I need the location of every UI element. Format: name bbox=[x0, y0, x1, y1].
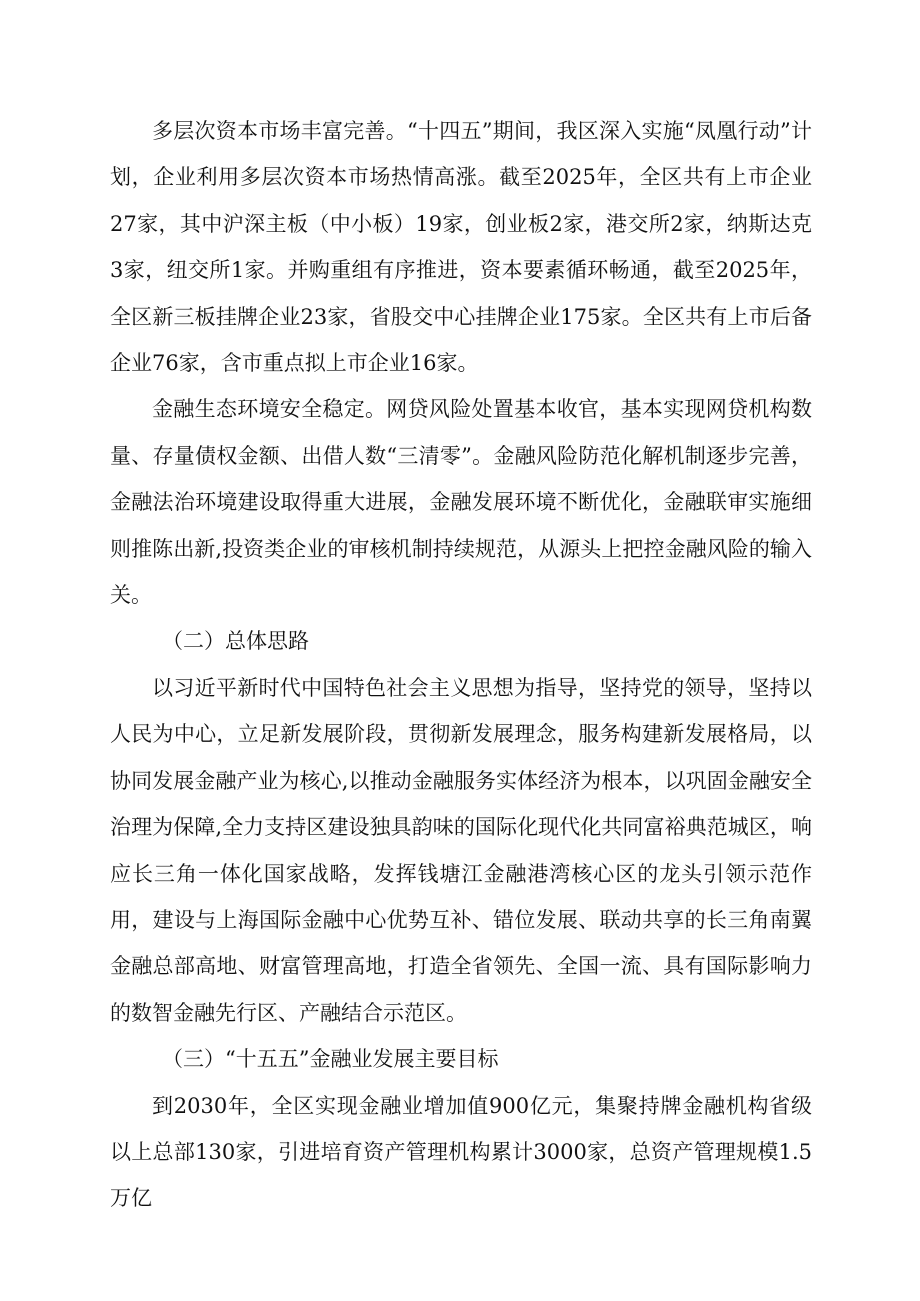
section-heading-overall-approach: （二）总体思路 bbox=[162, 629, 309, 654]
paragraph-capital-market: 多层次资本市场丰富完善。“十四五”期间，我区深入实施“凤凰行动”计划，企业利用多层次资本市场热情高涨。截至2025年，全区共有上市企业27家，其中沪深主板（中小板）19家，创业板2家，港交所2家，纳斯达克3家，纽交所1家。并购重组有序推进，资本要素循环畅通，截至2025年，全区新三板挂牌企业23家，省股交中心挂牌企业175家。全区共有上市后备企业76家，含市重点拟上市企业16家。 bbox=[110, 119, 812, 376]
paragraph-financial-ecosystem: 金融生态环境安全稳定。网贷风险处置基本收官，基本实现网贷机构数量、存量债权金额、出借人数“三清零”。金融风险防范化解机制逐步完善，金融法治环境建设取得重大进展，金融发展环境不断优化，金融联审实施细则推陈出新,投资类企业的审核机制持续规范，从源头上把控金融风险的输入关。 bbox=[110, 397, 812, 608]
paragraph-2030-targets: 到2030年，全区实现金融业增加值900亿元，集聚持牌金融机构省级以上总部130家，引进培育资产管理机构累计3000家，总资产管理规模1.5万亿 bbox=[110, 1093, 812, 1211]
section-heading-main-goals: （三）“十五五”金融业发展主要目标 bbox=[162, 1047, 499, 1072]
paragraph-guiding-ideology: 以习近平新时代中国特色社会主义思想为指导，坚持党的领导，坚持以人民为中心，立足新发展阶段，贯彻新发展理念，服务构建新发展格局，以协同发展金融产业为核心,以推动金融服务实体经济为根本，以巩固金融安全治理为保障,全力支持区建设独具韵味的国际化现代化共同富裕典范城区，响应长三角一体化国家战略，发挥钱塘江金融港湾核心区的龙头引领示范作用，建设与上海国际金融中心优势互补、错位发展、联动共享的长三角南翼金融总部高地、财富管理高地，打造全省领先、全国一流、具有国际影响力的数智金融先行区、产融结合示范区。 bbox=[110, 675, 812, 1025]
